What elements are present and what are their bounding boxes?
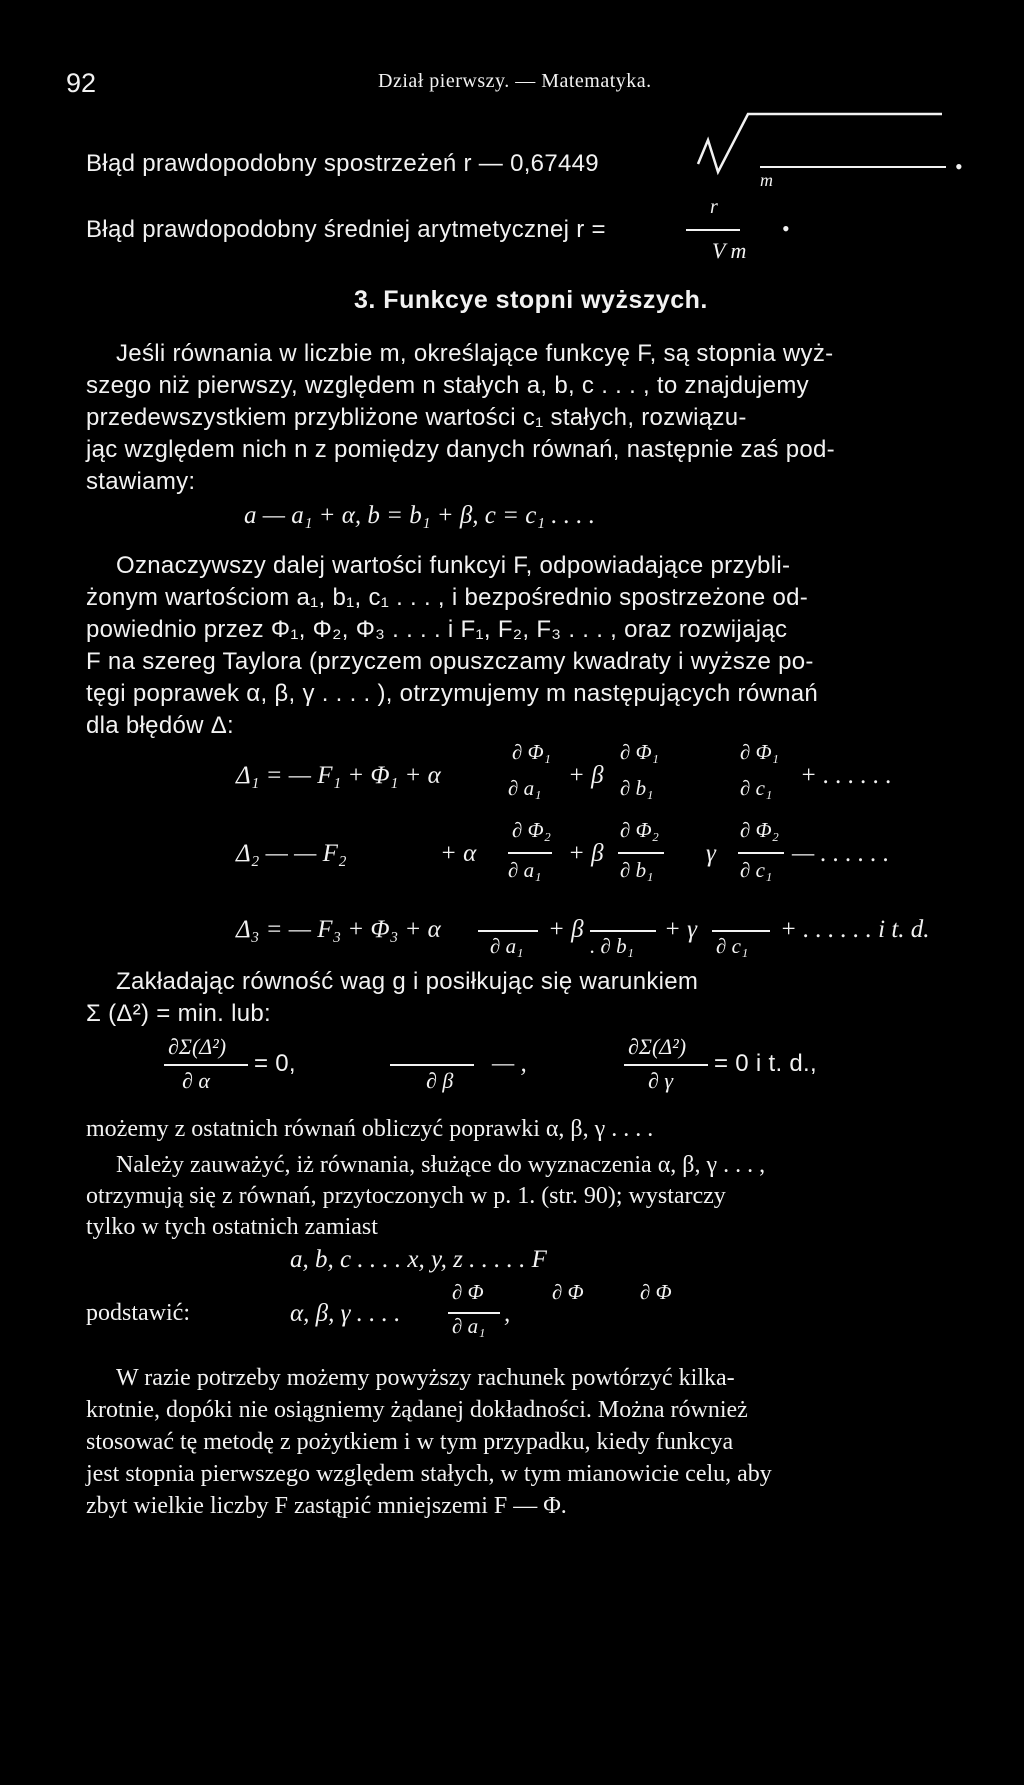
rep-num3: ∂ Φ (640, 1280, 672, 1304)
replace-line2: α, β, γ . . . . (290, 1300, 401, 1327)
delta2-num1: ∂ Φ₂ (512, 818, 551, 842)
mean-error-fraction-bar (686, 229, 740, 231)
delta3-den1: ∂ a₁ (490, 934, 524, 958)
p1-line: stawiamy: (86, 468, 196, 495)
p1-line: Jeśli równania w liczbie m, określające funkcyę F, są stopnia wyż- (116, 340, 834, 367)
section-heading: 3. Funkcye stopni wyższych. (354, 286, 708, 314)
delta1-den2: ∂ b₁ (620, 776, 654, 800)
sqrt-fraction-bar (760, 166, 946, 168)
delta2-bar2 (618, 852, 664, 854)
paragraph-3 (86, 966, 986, 1030)
bullet-dot-2: • (782, 216, 790, 241)
delta3-bar2 (590, 930, 656, 932)
p6-line: krotnie, dopóki nie osiągniemy żądanej dokładności. Można również (86, 1397, 748, 1423)
cond-bar3 (624, 1064, 708, 1066)
p2-line: żonym wartościom a₁, b₁, c₁ . . . , i bezpośrednio spostrzeżone od- (86, 584, 809, 611)
delta2-alpha: + α (440, 840, 477, 867)
p1-line: jąc względem nich n z pomiędzy danych równań, następnie zaś pod- (86, 436, 835, 463)
cond-den2: ∂ β (426, 1068, 454, 1093)
delta2-den2: ∂ b₁ (620, 858, 654, 882)
mean-error-denominator: V m (712, 238, 747, 263)
paragraph-2 (86, 550, 986, 742)
p1-line: szego niż pierwszy, względem n stałych a, b, c . . . , to znajdujemy (86, 372, 809, 399)
delta3-bar1 (478, 930, 538, 932)
p5-line: otrzymują się z równań, przytoczonych w p. 1. (str. 90); wystarczy (86, 1183, 726, 1209)
replace-label: podstawić: (86, 1300, 190, 1326)
p5-line: tylko w tych ostatnich zamiast (86, 1214, 378, 1240)
delta2-num3: ∂ Φ₂ (740, 818, 779, 842)
delta2-tail: — . . . . . . (792, 840, 890, 867)
p6-line: jest stopnia pierwszego względem stałych, w tym mianowicie celu, aby (86, 1461, 772, 1487)
page-number: 92 (66, 68, 97, 98)
delta2-num2: ∂ Φ₂ (620, 818, 659, 842)
delta3-gamma: + γ (664, 916, 697, 943)
delta2-bar1 (508, 852, 552, 854)
rep-comma: , (504, 1300, 511, 1327)
delta1-num1: ∂ Φ₁ (512, 740, 551, 764)
delta1-den1: ∂ a₁ (508, 776, 542, 800)
delta2-beta: + β (568, 840, 604, 867)
p6-line: zbyt wielkie liczby F zastąpić mniejszemi F — Φ. (86, 1493, 567, 1519)
bullet-dot: • (955, 154, 963, 179)
paragraph-5 (86, 1150, 986, 1243)
p3-line: Σ (Δ²) = min. lub: (86, 1000, 271, 1027)
cond-eq2: — , (492, 1050, 527, 1077)
cond-eq3: = 0 i t. d., (714, 1050, 817, 1077)
substitution-line: a — a₁ + α, b = b₁ + β, c = c₁ . . . . (244, 502, 596, 529)
paragraph-6 (86, 1362, 986, 1522)
delta3-tail: + . . . . . . i t. d. (780, 916, 930, 943)
delta1-tail: + . . . . . . (800, 762, 892, 789)
cond-num1: ∂Σ(Δ²) (168, 1034, 227, 1059)
delta3-den2: . ∂ b₁ (590, 934, 634, 958)
p2-line: dla błędów Δ: (86, 712, 235, 739)
p1-line: przedewszystkiem przybliżone wartości c₁ stałych, rozwiązu- (86, 404, 747, 431)
rep-num1: ∂ Φ (452, 1280, 484, 1304)
delta2-den1: ∂ a₁ (508, 858, 542, 882)
delta1-lhs: Δ₁ = — F₁ + Φ₁ + α (236, 762, 441, 789)
delta1-beta: + β (568, 762, 604, 789)
cond-den1: ∂ α (182, 1068, 210, 1093)
delta3-beta: + β (548, 916, 584, 943)
delta2-lhs: Δ₂ — — F₂ (236, 840, 347, 867)
paragraph-4: możemy z ostatnich równań obliczyć poprawki α, β, γ . . . . (86, 1116, 654, 1142)
p2-line: Oznaczywszy dalej wartości funkcyi F, odpowiadające przybli- (116, 552, 791, 579)
delta2-bar3 (738, 852, 784, 854)
running-title: Dział pierwszy. — Matematyka. (378, 70, 652, 92)
cond-num3: ∂Σ(Δ²) (628, 1034, 687, 1059)
cond-bar1 (164, 1064, 248, 1066)
delta1-den3: ∂ c₁ (740, 776, 773, 800)
replace-line1: a, b, c . . . . x, y, z . . . . . F (290, 1246, 547, 1273)
cond-eq1: = 0, (254, 1050, 296, 1077)
delta2-gamma: γ (706, 840, 716, 867)
probable-error-mean: Błąd prawdopodobny średniej arytmetycznej r = (86, 216, 606, 243)
sqrt-denominator: m (760, 170, 773, 190)
delta3-den3: ∂ c₁ (716, 934, 749, 958)
paragraph-1 (86, 338, 986, 498)
delta1-num3: ∂ Φ₁ (740, 740, 779, 764)
cond-bar2 (390, 1064, 474, 1066)
probable-error-observations: Błąd prawdopodobny spostrzeżeń r — 0,67449 (86, 150, 599, 177)
p2-line: tęgi poprawek α, β, γ . . . . ), otrzymujemy m następujących równań (86, 680, 819, 707)
mean-error-numerator: r (710, 196, 718, 218)
rep-den1: ∂ a₁ (452, 1314, 486, 1338)
delta3-bar3 (712, 930, 770, 932)
delta1-num2: ∂ Φ₁ (620, 740, 659, 764)
delta3-lhs: Δ₃ = — F₃ + Φ₃ + α (236, 916, 441, 943)
p3-line: Zakładając równość wag g i posiłkując się warunkiem (116, 968, 699, 995)
rep-num2: ∂ Φ (552, 1280, 584, 1304)
cond-den3: ∂ γ (648, 1068, 674, 1093)
p2-line: powiednio przez Φ₁, Φ₂, Φ₃ . . . . i F₁, F₂, F₃ . . . , oraz rozwijając (86, 616, 788, 643)
p5-line: Należy zauważyć, iż równania, służące do wyznaczenia α, β, γ . . . , (116, 1152, 766, 1178)
p2-line: F na szereg Taylora (przyczem opuszczamy kwadraty i wyższe po- (86, 648, 814, 675)
p6-line: stosować tę metodę z pożytkiem i w tym przypadku, kiedy funkcya (86, 1429, 734, 1455)
p6-line: W razie potrzeby możemy powyższy rachunek powtórzyć kilka- (116, 1365, 735, 1391)
delta2-den3: ∂ c₁ (740, 858, 773, 882)
